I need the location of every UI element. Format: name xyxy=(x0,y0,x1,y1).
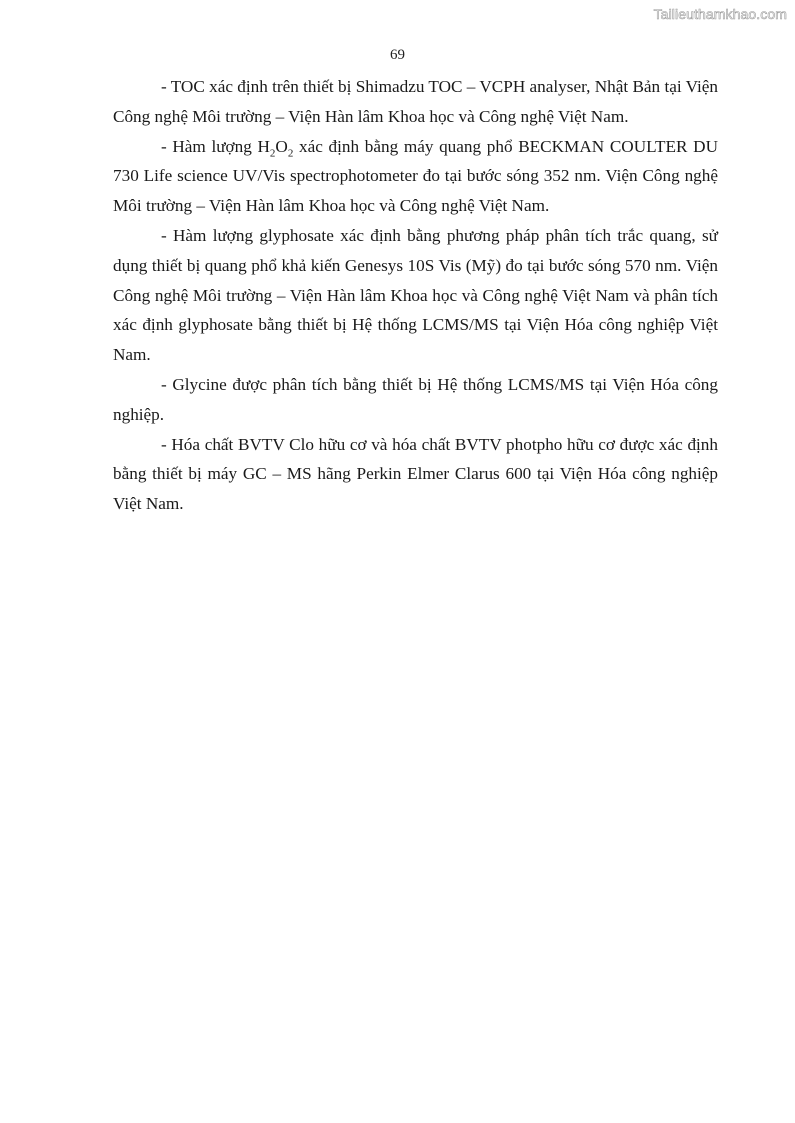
paragraph-glyphosate: - Hàm lượng glyphosate xác định bằng phương pháp phân tích trắc quang, sử dụng thiết bị quang phổ khả kiến Genesys 10S Vis (Mỹ) đo tại bước sóng 570 nm. Viện Công nghệ Môi trường – Viện Hàn lâm Khoa học và Công nghệ Việt Nam và phân tích xác định glyphosate bằng thiết bị Hệ thống LCMS/MS tại Viện Hóa công nghiệp Việt Nam. xyxy=(113,225,718,365)
watermark-text: Tailieuthamkhao.com xyxy=(653,6,787,22)
h2o2-subscript-1: 2 xyxy=(269,147,276,160)
h2o2-text-after: xác định bằng máy quang phổ BECKMAN COULTER DU 730 Life science UV/Vis spectrophotometer đo tại bước sóng 352 nm. Viện Công nghệ Môi trường – Viện Hàn lâm Khoa học và Công nghệ Việt Nam. xyxy=(113,136,718,216)
page-number: 69 xyxy=(390,47,405,63)
paragraph-pesticides: - Hóa chất BVTV Clo hữu cơ và hóa chất BVTV photpho hữu cơ được xác định bằng thiết bị máy GC – MS hãng Perkin Elmer Clarus 600 tại Viện Hóa công nghiệp Việt Nam. xyxy=(113,434,718,514)
paragraph-glycine: - Glycine được phân tích bằng thiết bị Hệ thống LCMS/MS tại Viện Hóa công nghiệp. xyxy=(113,374,718,424)
h2o2-text-mid: O xyxy=(275,136,288,156)
h2o2-subscript-2: 2 xyxy=(287,147,294,160)
paragraph-h2o2 xyxy=(113,132,718,221)
paragraph-toc: - TOC xác định trên thiết bị Shimadzu TOC – VCPH analyser, Nhật Bản tại Viện Công nghệ Môi trường – Viện Hàn lâm Khoa học và Công nghệ Việt Nam. xyxy=(113,77,718,126)
document-body xyxy=(113,72,718,519)
h2o2-text-before: - Hàm lượng H xyxy=(161,136,270,156)
